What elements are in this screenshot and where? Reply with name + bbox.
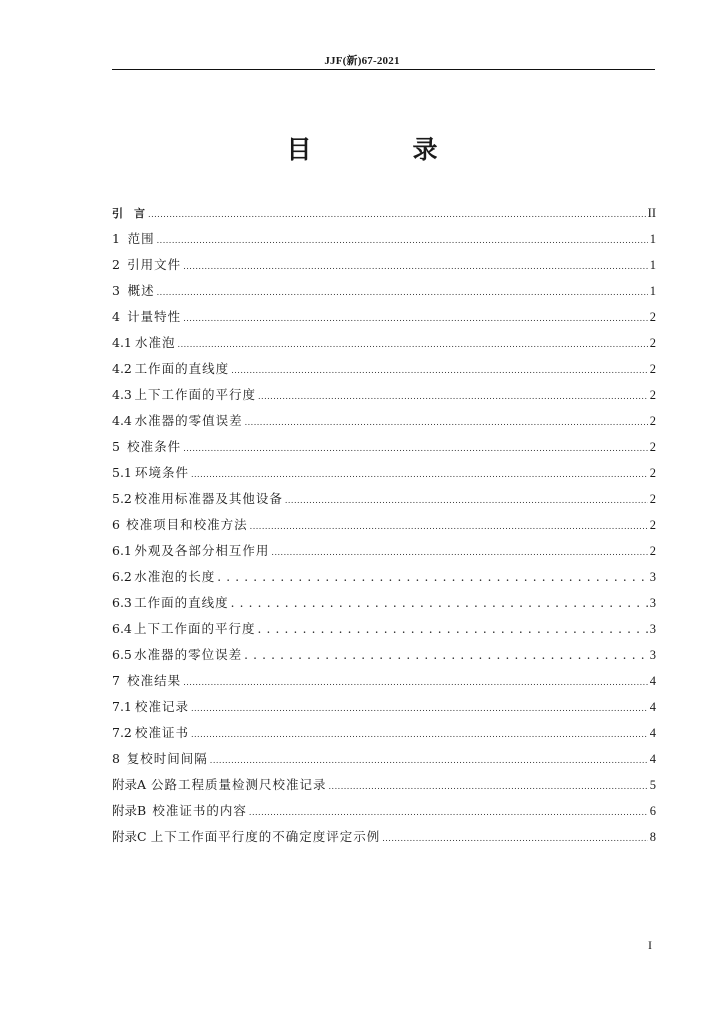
page-number: I [648, 938, 652, 952]
toc-entry-number: 引 [112, 207, 123, 220]
toc-entry[interactable] [112, 798, 656, 824]
toc-entry[interactable] [112, 382, 656, 408]
page-title: 目 录 [286, 135, 476, 164]
toc-entry-page: 1 [649, 232, 656, 246]
toc-entry-number: 7.2 [112, 725, 132, 740]
toc-dot-leader [183, 670, 648, 696]
toc-entry-label: 校准用标准器及其他设备 [134, 491, 283, 506]
toc-entry[interactable] [112, 616, 656, 642]
toc-entry[interactable] [112, 200, 656, 226]
toc-entry-label: 上下工作面的平行度 [134, 387, 256, 402]
toc-entry-label: 校准证书的内容 [152, 803, 247, 818]
toc-entry-number: 4 [112, 309, 120, 324]
toc-dot-leader [285, 488, 648, 514]
toc-entry-number: 5.1 [112, 465, 132, 480]
document-code: JJF(新)67-2021 [324, 55, 400, 67]
toc-dot-leader [217, 564, 648, 590]
toc-entry-label: 水准泡的长度 [134, 569, 216, 584]
toc-dot-leader [231, 358, 648, 384]
toc-dot-leader [183, 306, 648, 332]
toc-entry-number: 附录A [112, 777, 147, 792]
toc-entry-number: 2 [112, 257, 120, 272]
toc-entry[interactable] [112, 304, 656, 330]
toc-entry[interactable] [112, 590, 656, 616]
toc-entry-number: 6.3 [112, 595, 132, 610]
toc-entry-label: 工作面的直线度 [134, 361, 230, 376]
toc-entry[interactable] [112, 278, 656, 304]
toc-dot-leader [191, 462, 648, 488]
toc-dot-leader [329, 774, 648, 800]
toc-entry-page: 5 [649, 778, 656, 792]
toc-entry-label: 概述 [127, 283, 155, 298]
toc-entry-page: 2 [649, 492, 656, 506]
toc-entry-number: 4.3 [112, 387, 132, 402]
toc-entry-number: 3 [112, 283, 120, 298]
toc-entry-label: 水准器的零位误差 [134, 647, 243, 662]
toc-entry-number: 附录B [112, 803, 147, 818]
toc-entry-page: 3 [649, 596, 656, 610]
toc-entry-page: 8 [649, 830, 656, 844]
toc-dot-leader [157, 228, 648, 254]
toc-entry[interactable] [112, 408, 656, 434]
toc-entry-page: 2 [649, 310, 656, 324]
toc-entry-page: 2 [649, 362, 656, 376]
toc-entry[interactable] [112, 564, 656, 590]
toc-entry-page: 4 [649, 674, 656, 688]
toc-entry-page: 2 [649, 518, 656, 532]
toc-entry-number: 7.1 [112, 699, 132, 714]
toc-dot-leader [258, 384, 648, 410]
toc-dot-leader [210, 748, 648, 774]
toc-entry-page: 2 [649, 466, 656, 480]
toc-entry-number: 6.1 [112, 543, 132, 558]
toc-entry-page: 3 [649, 622, 656, 636]
toc-dot-leader [183, 436, 648, 462]
toc-entry[interactable] [112, 642, 656, 668]
toc-entry-label: 上下工作面平行度的不确定度评定示例 [150, 829, 381, 844]
toc-dot-leader [271, 540, 647, 566]
toc-entry-label: 引用文件 [127, 257, 182, 272]
toc-entry[interactable] [112, 330, 656, 356]
toc-dot-leader [157, 280, 648, 306]
toc-entry-page: 4 [649, 752, 656, 766]
toc-entry-page: 1 [649, 258, 656, 272]
toc-entry-number: 附录C [112, 829, 147, 844]
toc-entry[interactable] [112, 434, 656, 460]
toc-entry[interactable] [112, 694, 656, 720]
toc-entry-label: 水准器的零值误差 [134, 413, 243, 428]
toc-dot-leader [183, 254, 648, 280]
toc-entry-number: 4.1 [112, 335, 132, 350]
toc-entry-number: 8 [112, 751, 120, 766]
toc-dot-leader [178, 332, 648, 358]
toc-entry-label: 外观及各部分相互作用 [134, 543, 270, 558]
toc-entry-page: 4 [649, 700, 656, 714]
toc-entry[interactable] [112, 226, 656, 252]
toc-entry[interactable] [112, 252, 656, 278]
table-of-contents [112, 200, 656, 850]
toc-entry[interactable] [112, 746, 656, 772]
toc-entry-page: 1 [649, 284, 656, 298]
toc-entry-number: 4.2 [112, 361, 132, 376]
toc-entry-page: 2 [649, 336, 656, 350]
toc-entry-label: 上下工作面的平行度 [133, 621, 256, 636]
toc-entry-label: 工作面的直线度 [134, 595, 229, 610]
toc-entry[interactable] [112, 512, 656, 538]
toc-entry-number: 6.5 [112, 647, 132, 662]
toc-dot-leader [231, 590, 648, 616]
toc-entry[interactable] [112, 356, 656, 382]
toc-entry-label: 校准结果 [127, 673, 182, 688]
toc-entry-page: 2 [649, 414, 656, 428]
toc-entry[interactable] [112, 486, 656, 512]
toc-entry-page: 2 [649, 388, 656, 402]
toc-entry-page: 3 [649, 570, 656, 584]
toc-entry-number: 5.2 [112, 491, 132, 506]
toc-entry-page: II [647, 206, 656, 220]
toc-entry-label: 言 [134, 207, 147, 220]
toc-entry-label: 校准证书 [134, 725, 189, 740]
toc-dot-leader [191, 696, 648, 722]
toc-dot-leader [258, 616, 648, 642]
toc-entry-number: 1 [112, 231, 120, 246]
toc-entry-label: 校准项目和校准方法 [126, 517, 248, 532]
toc-entry-label: 校准条件 [127, 439, 182, 454]
toc-entry-number: 6.2 [112, 569, 132, 584]
toc-entry-page: 2 [649, 544, 656, 558]
toc-entry[interactable] [112, 772, 656, 798]
toc-dot-leader [250, 514, 648, 540]
toc-dot-leader [382, 826, 648, 852]
toc-entry-page: 6 [649, 804, 656, 818]
toc-entry[interactable] [112, 824, 656, 850]
toc-entry-page: 2 [649, 440, 656, 454]
toc-entry-number: 6.4 [112, 621, 132, 636]
toc-entry-number: 7 [112, 673, 120, 688]
toc-entry-page: 4 [649, 726, 656, 740]
toc-entry-label: 计量特性 [127, 309, 182, 324]
toc-dot-leader [191, 722, 648, 748]
toc-entry-number: 4.4 [112, 413, 132, 428]
toc-entry-number: 6 [112, 517, 120, 532]
toc-entry-label: 复校时间间隔 [126, 751, 208, 766]
toc-entry[interactable] [112, 668, 656, 694]
toc-entry[interactable] [112, 720, 656, 746]
toc-entry[interactable] [112, 460, 656, 486]
toc-dot-leader [249, 800, 648, 826]
toc-entry-label: 范围 [127, 231, 155, 246]
header-rule [112, 69, 655, 70]
toc-entry[interactable] [112, 538, 656, 564]
toc-entry-label: 水准泡 [135, 335, 176, 350]
toc-dot-leader [244, 642, 648, 668]
toc-entry-number: 5 [112, 439, 120, 454]
toc-entry-label: 环境条件 [134, 465, 189, 480]
toc-entry-label: 公路工程质量检测尺校准记录 [151, 777, 327, 792]
toc-entry-label: 校准记录 [134, 699, 189, 714]
toc-entry-page: 3 [649, 648, 656, 662]
toc-dot-leader [148, 202, 646, 228]
toc-dot-leader [245, 410, 648, 436]
